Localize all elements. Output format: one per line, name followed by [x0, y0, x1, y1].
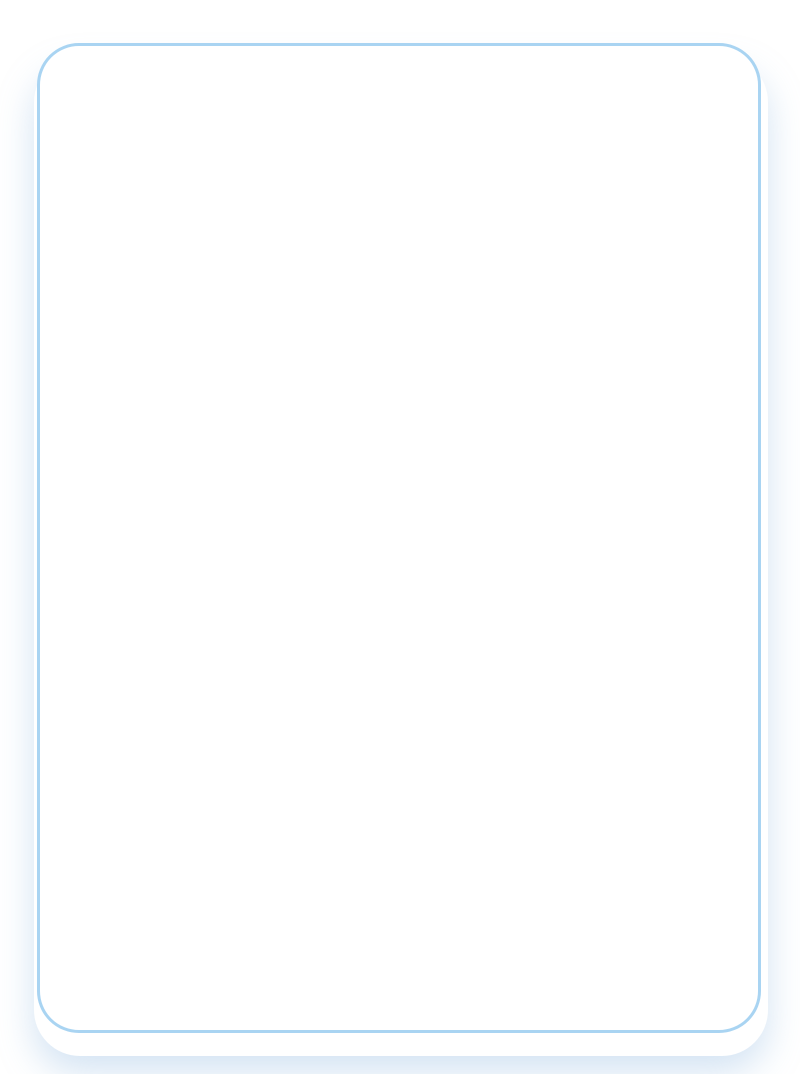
page-card	[37, 43, 761, 1033]
